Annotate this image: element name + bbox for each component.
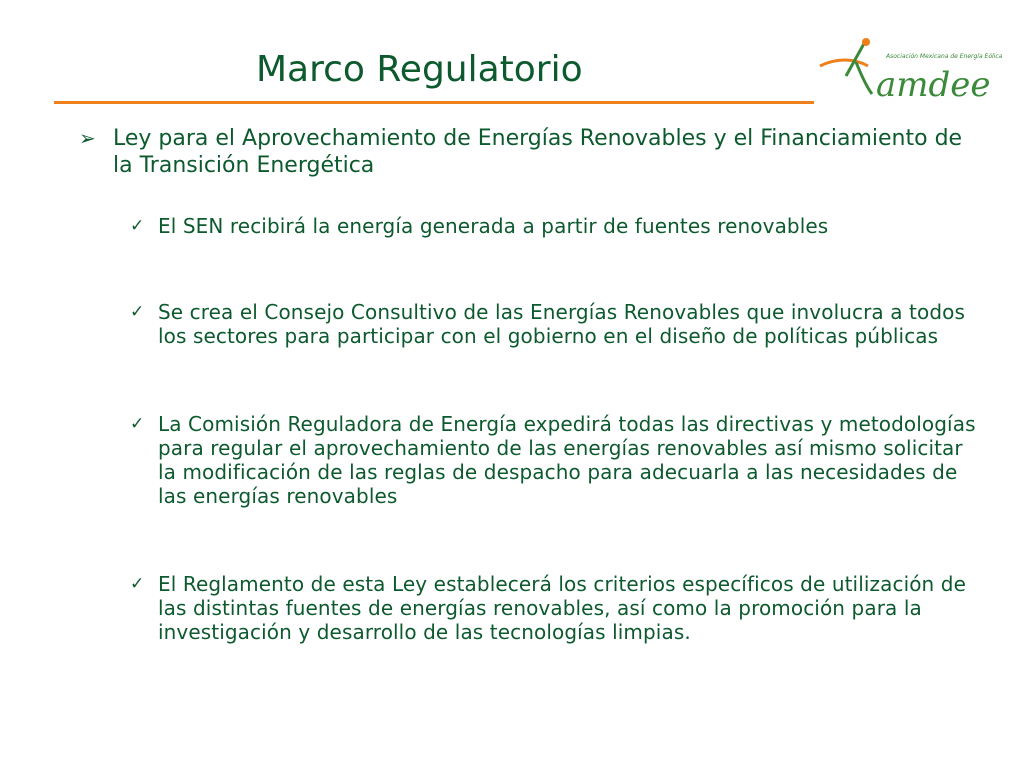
logo-dot (862, 38, 870, 46)
main-bullet-text: Ley para el Aprovechamiento de Energías Renovables y el Financiamiento de la Transición Energética (113, 126, 963, 178)
sub-bullet-item (130, 300, 980, 348)
sub-bullet-text: La Comisión Reguladora de Energía expedirá todas las directivas y metodologías para regular el aprovechamiento de las energías renovables así mismo solicitar la modificación de las reglas de despacho para adecuarla a las necesidades de las energías renovables (158, 412, 976, 508)
checkmark-icon: ✓ (130, 414, 145, 434)
sub-bullet-text: El SEN recibirá la energía generada a partir de fuentes renovables (158, 214, 829, 238)
sub-bullet-text: El Reglamento de esta Ley establecerá los criterios específicos de utilización de las distintas fuentes de energías renovables, así como la promoción para la investigación y desarrollo de las tecnologías limpias. (158, 572, 966, 644)
arrow-bullet-icon: ➢ (79, 126, 96, 150)
checkmark-icon: ✓ (130, 302, 145, 322)
logo-stroke-green (846, 40, 866, 76)
sub-bullet-item (130, 412, 980, 508)
title-underline (54, 101, 814, 104)
logo-wordmark: amdee (876, 65, 991, 105)
logo-tagline: Asociación Mexicana de Energía Eólica (886, 53, 1003, 60)
amdee-logo-icon (816, 36, 1003, 106)
main-bullet (79, 125, 979, 179)
sub-bullet-item (130, 572, 980, 644)
sub-bullet-item (130, 214, 980, 238)
logo-stroke-green-2 (856, 62, 872, 94)
checkmark-icon: ✓ (130, 574, 145, 594)
amdee-logo (816, 36, 1003, 106)
checkmark-icon: ✓ (130, 216, 145, 236)
slide-title: Marco Regulatorio (256, 49, 583, 90)
logo-swoosh-orange (820, 60, 868, 66)
sub-bullet-text: Se crea el Consejo Consultivo de las Energías Renovables que involucra a todos los sectores para participar con el gobierno en el diseño de políticas públicas (158, 300, 965, 348)
